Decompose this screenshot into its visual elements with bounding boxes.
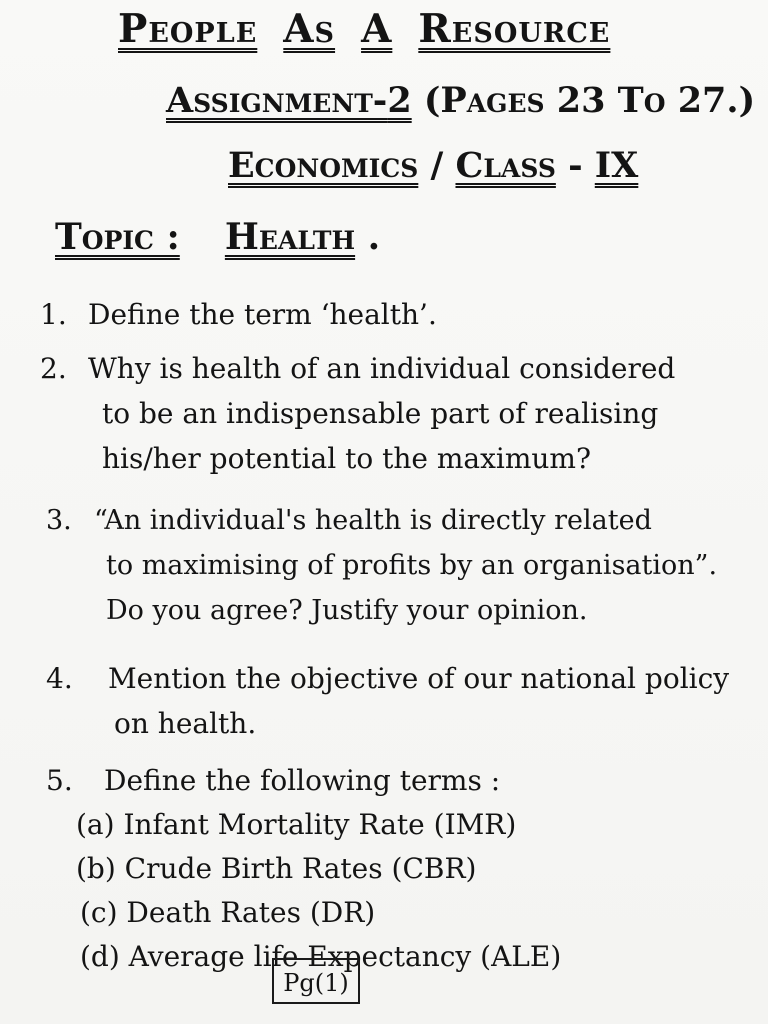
title-word-a: A [361,6,393,52]
subject-name: Economics [228,145,419,186]
question-4 [46,656,729,746]
class-label: Class [455,145,556,186]
question-number: 2. [40,352,67,385]
title-word-people: People [118,6,258,52]
title-word-as: As [283,6,336,52]
page-title [118,6,610,52]
page-number-box [272,958,360,1004]
subitem: (d) Average life Expectancy (ALE) [80,940,562,973]
topic-value: Health [224,216,356,258]
class-value: IX [594,145,639,186]
assignment-number: 2 [387,80,412,121]
topic-line [55,216,380,258]
assignment-label: Assignment- [166,80,388,121]
topic-trailing: . [367,216,381,258]
assignment-line [166,80,755,121]
subject-class-line [228,145,638,186]
subitem: (b) Crude Birth Rates (CBR) [76,852,477,885]
question-line: on health. [114,707,257,740]
topic-label: Topic : [55,216,180,258]
pages-note: (Pages 23 To 27.) [423,80,756,121]
question-number: 3. [46,505,72,536]
question-line: Define the term ‘health’. [88,298,437,331]
question-1 [40,292,437,337]
question-line: Do you agree? Justify your opinion. [106,595,588,626]
subject-separator: / [430,145,444,186]
subitem: (c) Death Rates (DR) [80,896,376,929]
question-line: to maximising of profits by an organisation”. [106,550,718,581]
question-line: Mention the objective of our national policy [108,662,730,695]
question-line: Why is health of an individual considered [88,352,676,385]
question-line: “An individual's health is directly related [94,505,652,536]
question-3 [46,498,717,633]
page-number: Pg(1) [283,969,349,997]
title-word-resource: Resource [418,6,611,52]
question-line: his/her potential to the maximum? [102,442,591,475]
question-number: 5. [46,764,73,797]
question-number: 4. [46,662,73,695]
question-5 [46,758,561,979]
subitem: (a) Infant Mortality Rate (IMR) [76,808,517,841]
question-line: Define the following terms : [104,764,501,797]
question-number: 1. [40,298,67,331]
question-2 [40,346,675,481]
class-dash: - [568,145,583,186]
question-line: to be an indispensable part of realising [102,397,659,430]
